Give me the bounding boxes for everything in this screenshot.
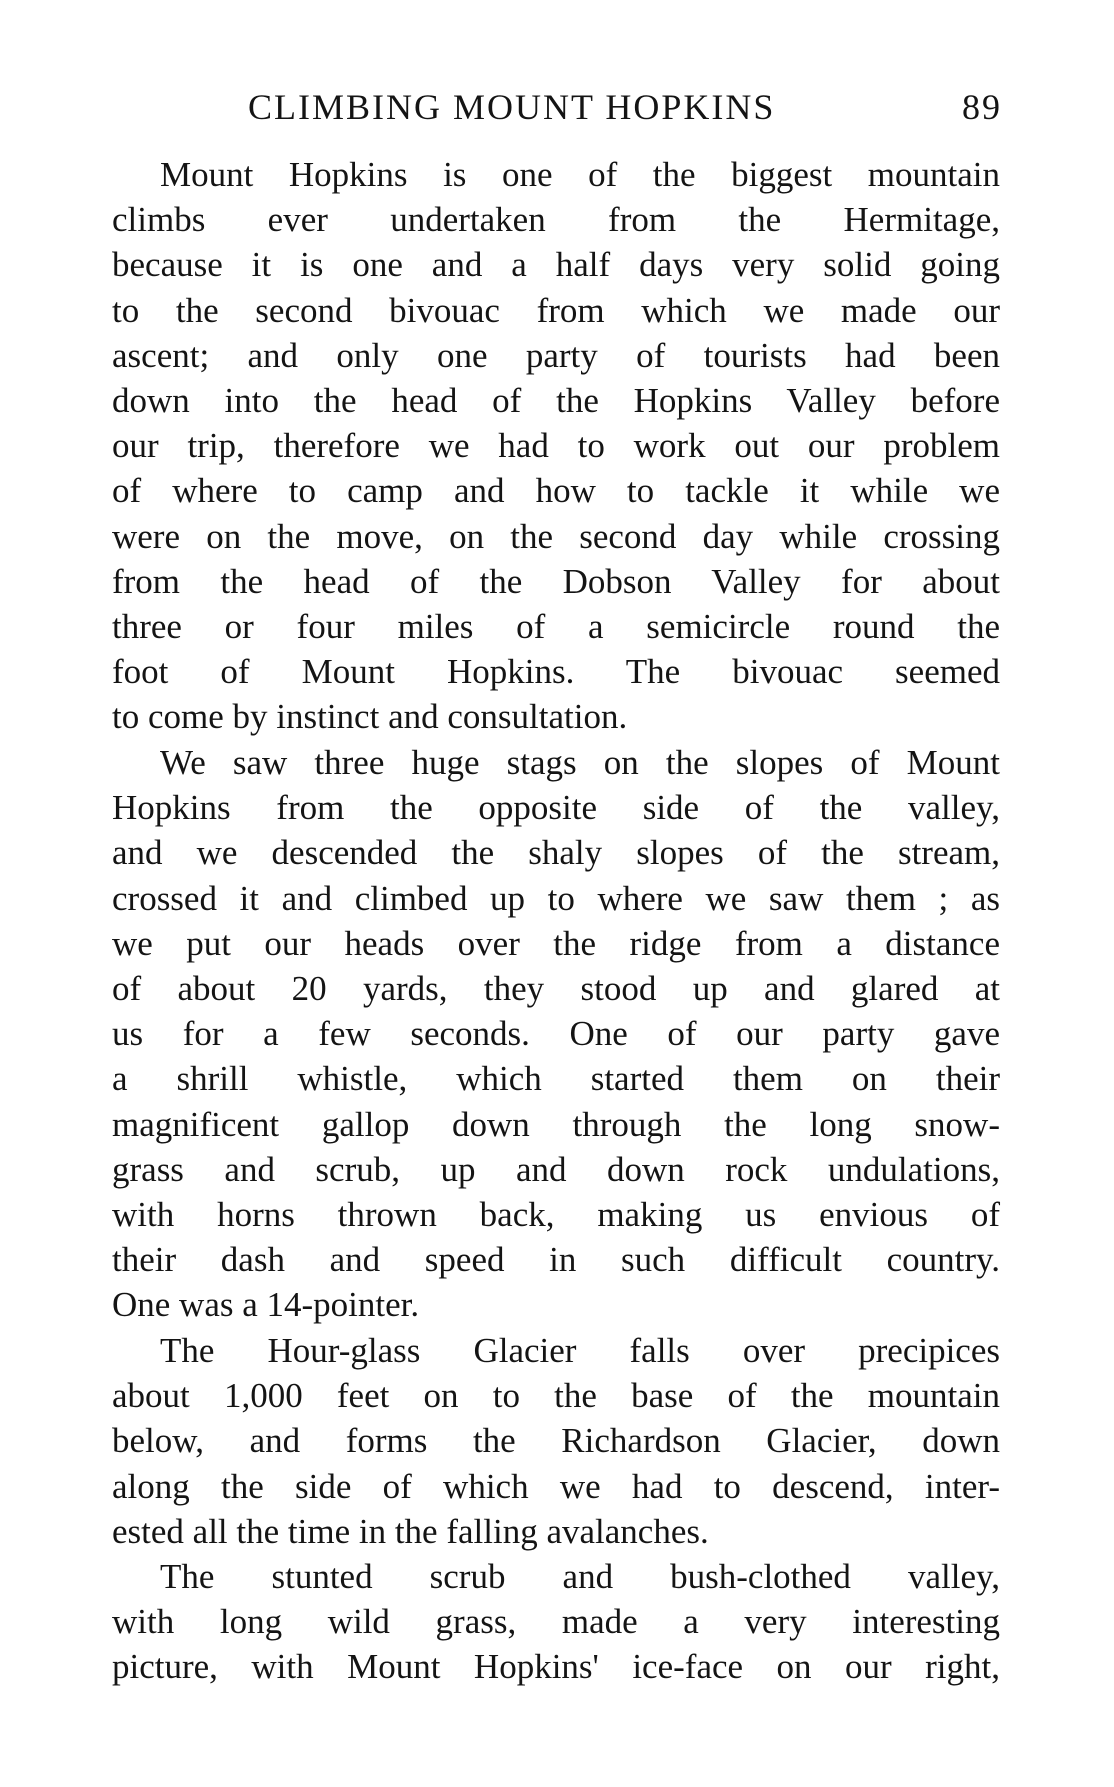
text-line: We saw three huge stags on the slopes of Mount: [160, 743, 1000, 782]
text-line: we put our heads over the ridge from a distance: [112, 923, 1000, 963]
text-line: with horns thrown back, making us envious of: [112, 1194, 1000, 1234]
paragraph-2: [112, 740, 1000, 1327]
text-line: to come by instinct and consultation.: [112, 697, 628, 737]
text-line: Mount Hopkins is one of the biggest mountain: [160, 155, 1000, 194]
text-line: magnificent gallop down through the long snow-: [112, 1104, 1000, 1144]
text-line: along the side of which we had to descend, inter-: [112, 1466, 1000, 1506]
text-line: from the head of the Dobson Valley for about: [112, 561, 1000, 601]
running-header: [248, 86, 1002, 136]
text-line: climbs ever undertaken from the Hermitage,: [112, 200, 1000, 240]
text-line: foot of Mount Hopkins. The bivouac seemed: [112, 652, 1000, 692]
paragraph-4: [112, 1554, 1000, 1690]
text-line: about 1,000 feet on to the base of the mountain: [112, 1376, 1000, 1416]
chapter-title: CLIMBING MOUNT HOPKINS: [248, 87, 776, 127]
text-line: ested all the time in the falling avalanches.: [112, 1511, 709, 1551]
text-line: picture, with Mount Hopkins' ice-face on our right,: [112, 1647, 1000, 1687]
text-line: and we descended the shaly slopes of the stream,: [112, 833, 1000, 873]
text-line: us for a few seconds. One of our party gave: [112, 1014, 1000, 1054]
text-line: of about 20 yards, they stood up and glared at: [112, 968, 1000, 1008]
text-line: a shrill whistle, which started them on their: [112, 1059, 1000, 1099]
text-line: The stunted scrub and bush-clothed valley,: [160, 1557, 1000, 1596]
text-line: crossed it and climbed up to where we saw them ; as: [112, 878, 1000, 918]
text-line: our trip, therefore we had to work out our problem: [112, 426, 1000, 466]
paragraph-1: [112, 152, 1000, 739]
text-line: below, and forms the Richardson Glacier, down: [112, 1421, 1000, 1461]
text-line: ascent; and only one party of tourists had been: [112, 335, 1000, 375]
text-line: because it is one and a half days very solid going: [112, 245, 1000, 285]
text-line: with long wild grass, made a very interesting: [112, 1602, 1000, 1642]
text-line: down into the head of the Hopkins Valley before: [112, 380, 1000, 420]
paragraph-3: [112, 1328, 1000, 1554]
page-number: 89: [962, 87, 1002, 127]
text-line: of where to camp and how to tackle it while we: [112, 471, 1000, 511]
text-line: The Hour-glass Glacier falls over precipices: [160, 1331, 1000, 1370]
text-line: Hopkins from the opposite side of the valley,: [112, 788, 1000, 828]
text-line: One was a 14-pointer.: [112, 1285, 420, 1325]
text-line: grass and scrub, up and down rock undulations,: [112, 1149, 1000, 1189]
text-line: three or four miles of a semicircle round the: [112, 606, 1000, 646]
text-line: were on the move, on the second day while crossing: [112, 516, 1000, 556]
text-line: their dash and speed in such difficult country.: [112, 1240, 1000, 1280]
text-line: to the second bivouac from which we made our: [112, 290, 1000, 330]
